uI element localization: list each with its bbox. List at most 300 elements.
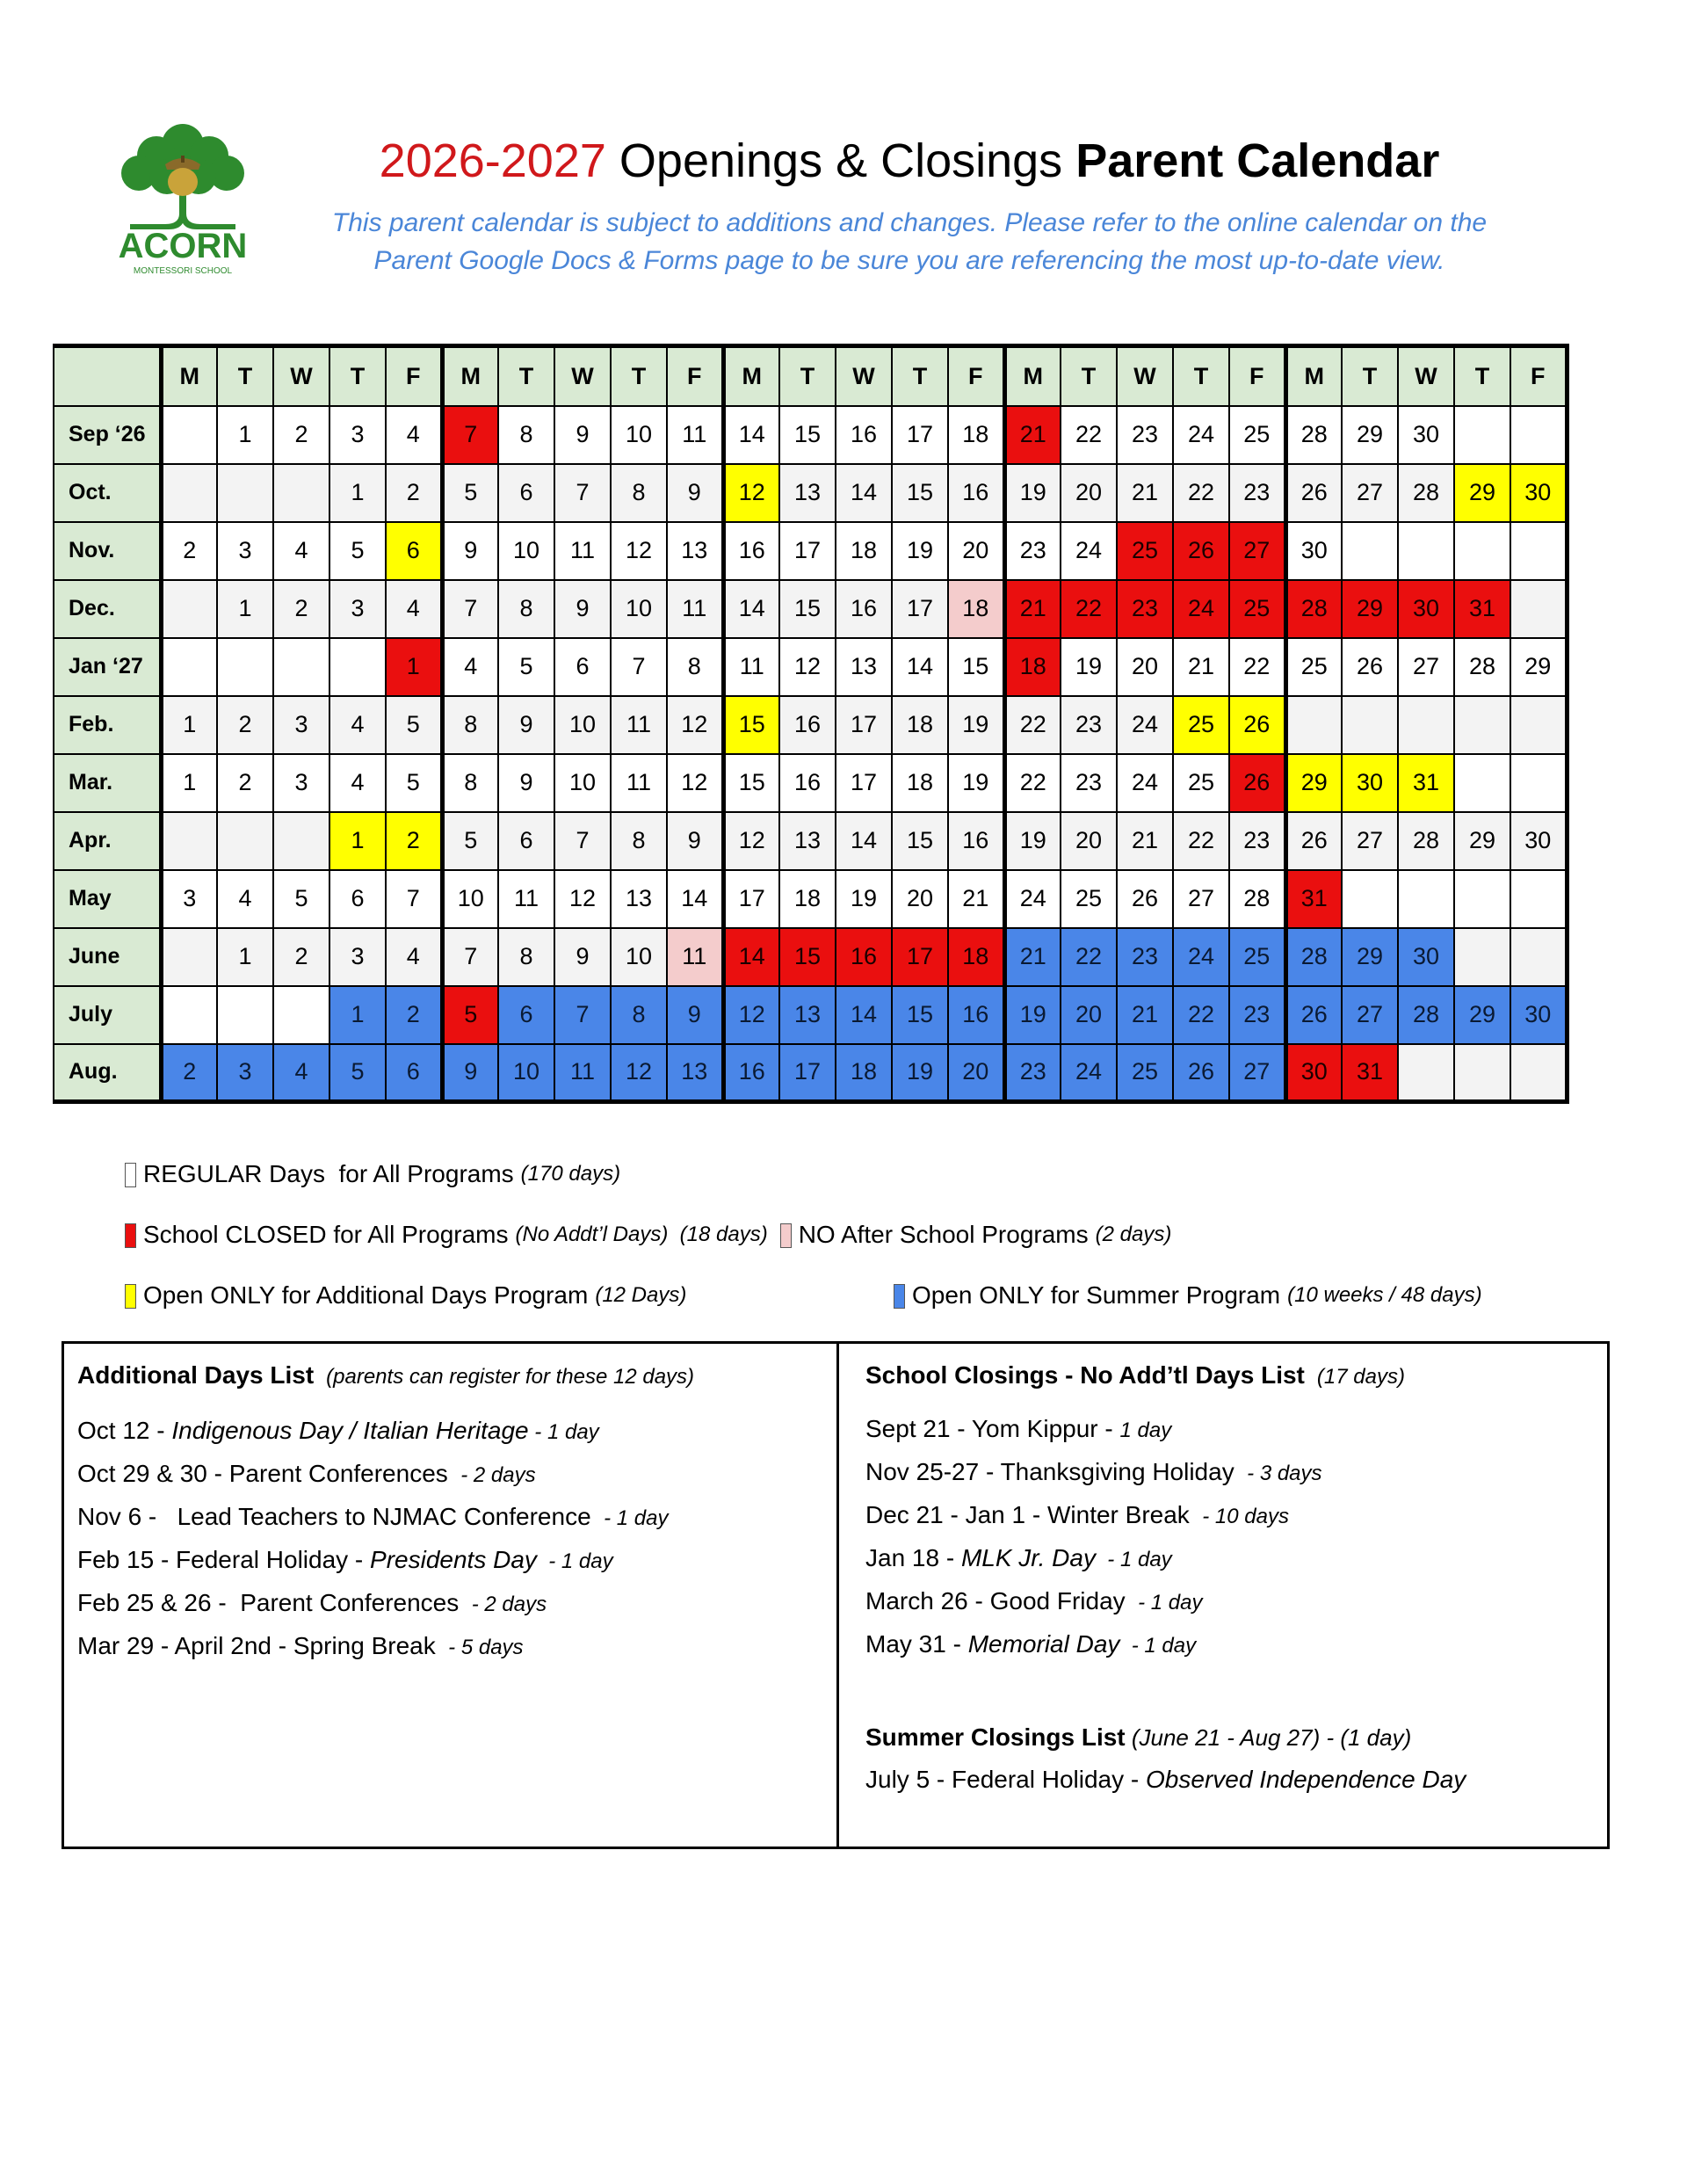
day-cell: 18 <box>836 522 892 580</box>
day-cell: 5 <box>442 812 498 870</box>
legend-closed <box>125 1221 1171 1249</box>
day-header: M <box>723 346 779 406</box>
list-item-emphasis: Indigenous Day / Italian Heritage <box>171 1417 529 1444</box>
day-cell: 19 <box>836 870 892 928</box>
day-cell <box>1454 1044 1510 1102</box>
day-cell: 8 <box>498 580 554 638</box>
list-item <box>865 1587 1203 1615</box>
day-cell: 3 <box>329 580 386 638</box>
day-cell <box>1454 696 1510 754</box>
summer-closings-title: Summer Closings List <box>865 1723 1126 1751</box>
list-item-text: May 31 - <box>865 1630 968 1658</box>
day-cell: 2 <box>273 928 329 986</box>
list-item-emphasis: MLK Jr. Day <box>960 1544 1096 1571</box>
day-cell: 30 <box>1510 812 1567 870</box>
legend-summer-note: (10 weeks / 48 days) <box>1287 1283 1482 1307</box>
day-cell: 22 <box>1004 754 1061 812</box>
day-header: T <box>779 346 836 406</box>
day-cell: 2 <box>386 986 442 1044</box>
day-cell: 28 <box>1285 580 1342 638</box>
day-cell: 10 <box>554 696 611 754</box>
day-cell <box>1510 580 1567 638</box>
day-cell: 18 <box>892 696 948 754</box>
day-cell: 30 <box>1510 986 1567 1044</box>
calendar-row <box>54 464 1567 522</box>
day-header: M <box>161 346 217 406</box>
day-cell: 31 <box>1285 870 1342 928</box>
day-cell: 29 <box>1342 580 1398 638</box>
day-cell: 24 <box>1173 928 1229 986</box>
calendar-row <box>54 928 1567 986</box>
day-cell: 23 <box>1061 754 1117 812</box>
day-cell: 15 <box>779 580 836 638</box>
day-header: T <box>892 346 948 406</box>
day-cell <box>1398 1044 1454 1102</box>
day-cell: 13 <box>667 1044 723 1102</box>
day-cell: 15 <box>892 464 948 522</box>
day-cell: 26 <box>1173 522 1229 580</box>
list-item-duration: - 2 days <box>454 1463 536 1487</box>
day-header: T <box>498 346 554 406</box>
calendar-row <box>54 812 1567 870</box>
day-cell: 17 <box>779 522 836 580</box>
day-cell: 12 <box>723 464 779 522</box>
day-cell <box>1454 754 1510 812</box>
additional-list-title: Additional Days List <box>77 1361 315 1389</box>
day-cell: 17 <box>892 580 948 638</box>
calendar-row <box>54 406 1567 464</box>
day-cell: 6 <box>498 986 554 1044</box>
day-cell: 25 <box>1229 580 1285 638</box>
legend-additional-note: (12 Days) <box>595 1283 687 1307</box>
day-cell: 12 <box>723 986 779 1044</box>
day-cell <box>217 638 273 696</box>
legend-regular-note: (170 days) <box>520 1162 621 1186</box>
day-cell: 9 <box>442 1044 498 1102</box>
day-cell <box>1398 522 1454 580</box>
month-label: Mar. <box>54 754 161 812</box>
day-header: F <box>1510 346 1567 406</box>
month-label: Oct. <box>54 464 161 522</box>
day-cell: 26 <box>1117 870 1173 928</box>
day-cell: 12 <box>667 696 723 754</box>
list-item <box>77 1417 599 1445</box>
list-item-duration: 1 day <box>1119 1419 1172 1442</box>
calendar-corner <box>54 346 161 406</box>
day-cell: 28 <box>1285 406 1342 464</box>
day-cell: 4 <box>217 870 273 928</box>
day-cell: 14 <box>836 986 892 1044</box>
additional-list-note: (parents can register for these 12 days) <box>326 1365 695 1389</box>
day-cell: 11 <box>554 522 611 580</box>
subtitle-line-1: This parent calendar is subject to additions and changes. Please refer to the online calendar on the <box>331 208 1488 237</box>
day-cell: 6 <box>554 638 611 696</box>
day-cell: 9 <box>667 464 723 522</box>
day-cell: 11 <box>611 754 667 812</box>
day-cell: 27 <box>1342 464 1398 522</box>
day-cell: 5 <box>386 696 442 754</box>
day-cell: 1 <box>217 928 273 986</box>
day-cell: 18 <box>948 580 1004 638</box>
day-cell: 26 <box>1342 638 1398 696</box>
list-item <box>77 1589 547 1617</box>
day-cell: 29 <box>1454 464 1510 522</box>
day-cell: 5 <box>442 986 498 1044</box>
calendar-row <box>54 696 1567 754</box>
day-cell: 31 <box>1398 754 1454 812</box>
day-cell: 19 <box>892 522 948 580</box>
day-cell: 3 <box>329 928 386 986</box>
day-cell: 23 <box>1229 986 1285 1044</box>
legend-regular-label: REGULAR Days for All Programs <box>143 1160 514 1187</box>
day-cell: 28 <box>1454 638 1510 696</box>
day-cell <box>1510 696 1567 754</box>
list-item <box>865 1630 1196 1658</box>
day-cell <box>161 986 217 1044</box>
day-header: F <box>1229 346 1285 406</box>
month-label: Dec. <box>54 580 161 638</box>
day-cell: 7 <box>442 406 498 464</box>
day-cell: 4 <box>273 522 329 580</box>
day-cell: 15 <box>779 406 836 464</box>
day-cell: 27 <box>1229 522 1285 580</box>
day-cell: 13 <box>836 638 892 696</box>
day-cell: 12 <box>611 522 667 580</box>
calendar-row <box>54 870 1567 928</box>
day-cell: 25 <box>1229 406 1285 464</box>
day-cell: 3 <box>217 1044 273 1102</box>
day-cell: 16 <box>779 754 836 812</box>
day-cell: 7 <box>611 638 667 696</box>
day-cell: 6 <box>498 812 554 870</box>
day-cell: 15 <box>723 754 779 812</box>
day-cell: 23 <box>1117 928 1173 986</box>
day-cell: 21 <box>1117 464 1173 522</box>
day-cell: 11 <box>667 928 723 986</box>
list-item-text: Oct 12 - <box>77 1417 172 1444</box>
day-cell <box>1342 522 1398 580</box>
list-item-duration: - 1 day <box>1095 1548 1172 1571</box>
day-cell: 1 <box>161 696 217 754</box>
day-cell: 29 <box>1342 928 1398 986</box>
day-cell: 16 <box>836 928 892 986</box>
legend-noafter-note: (2 days) <box>1095 1223 1172 1246</box>
day-header: M <box>442 346 498 406</box>
list-item-duration: - 5 days <box>442 1636 524 1659</box>
day-cell: 27 <box>1342 986 1398 1044</box>
calendar-grid <box>53 344 1569 1104</box>
day-cell: 11 <box>667 406 723 464</box>
month-label: Feb. <box>54 696 161 754</box>
day-cell: 21 <box>948 870 1004 928</box>
day-cell: 16 <box>836 580 892 638</box>
day-cell: 21 <box>1004 406 1061 464</box>
day-cell: 22 <box>1173 812 1229 870</box>
title-middle: Openings & Closings <box>605 134 1076 187</box>
day-cell: 8 <box>611 464 667 522</box>
day-cell: 25 <box>1229 928 1285 986</box>
day-cell: 13 <box>779 986 836 1044</box>
subtitle-line-2: Parent Google Docs & Forms page to be sure you are referencing the most up-to-date view. <box>373 246 1445 275</box>
day-cell: 3 <box>217 522 273 580</box>
day-cell: 14 <box>723 580 779 638</box>
day-cell: 4 <box>386 406 442 464</box>
day-header: M <box>1004 346 1061 406</box>
lists-box <box>62 1341 1610 1849</box>
day-cell: 7 <box>442 580 498 638</box>
day-cell: 14 <box>723 406 779 464</box>
day-cell: 28 <box>1398 812 1454 870</box>
day-cell: 24 <box>1117 696 1173 754</box>
title-bold: Parent Calendar <box>1075 134 1440 187</box>
additional-list-heading <box>77 1361 694 1389</box>
day-header: W <box>1117 346 1173 406</box>
day-cell: 2 <box>386 464 442 522</box>
legend-swatch-noafter <box>780 1223 792 1248</box>
day-cell: 26 <box>1229 754 1285 812</box>
day-cell: 5 <box>273 870 329 928</box>
list-item-emphasis: Observed Independence Day <box>1146 1766 1466 1793</box>
day-cell: 23 <box>1004 1044 1061 1102</box>
list-item-emphasis: Presidents Day <box>370 1546 537 1573</box>
title-year: 2026-2027 <box>379 134 606 187</box>
day-cell <box>161 580 217 638</box>
day-cell: 19 <box>1004 986 1061 1044</box>
day-cell: 9 <box>554 580 611 638</box>
list-item-duration: - 1 day <box>1119 1634 1197 1658</box>
day-cell: 28 <box>1398 986 1454 1044</box>
day-cell <box>273 986 329 1044</box>
day-cell: 12 <box>723 812 779 870</box>
day-cell: 15 <box>948 638 1004 696</box>
day-cell: 6 <box>386 522 442 580</box>
month-label: Nov. <box>54 522 161 580</box>
day-cell: 9 <box>498 696 554 754</box>
day-cell <box>1454 406 1510 464</box>
day-cell: 24 <box>1061 522 1117 580</box>
legend-regular <box>125 1160 620 1188</box>
list-item <box>77 1503 668 1531</box>
day-cell: 28 <box>1229 870 1285 928</box>
day-cell: 10 <box>611 928 667 986</box>
list-item-text: Nov 25-27 - Thanksgiving Holiday <box>865 1458 1242 1485</box>
legend-summer-label: Open ONLY for Summer Program <box>912 1281 1281 1309</box>
closings-list-heading <box>865 1361 1405 1389</box>
day-cell: 16 <box>779 696 836 754</box>
legend-closed-label: School CLOSED for All Programs <box>143 1221 509 1248</box>
day-cell: 1 <box>329 812 386 870</box>
day-cell: 18 <box>779 870 836 928</box>
day-cell: 17 <box>836 754 892 812</box>
day-cell: 16 <box>723 1044 779 1102</box>
day-cell: 23 <box>1004 522 1061 580</box>
legend-additional-label: Open ONLY for Additional Days Program <box>143 1281 589 1309</box>
day-cell: 11 <box>611 696 667 754</box>
day-header: W <box>554 346 611 406</box>
day-cell: 8 <box>611 812 667 870</box>
day-cell: 24 <box>1173 406 1229 464</box>
day-cell: 29 <box>1454 986 1510 1044</box>
list-item-text: Sept 21 - Yom Kippur - <box>865 1415 1120 1442</box>
day-cell <box>217 464 273 522</box>
day-cell <box>1398 870 1454 928</box>
day-cell: 23 <box>1229 812 1285 870</box>
day-cell: 27 <box>1342 812 1398 870</box>
day-cell <box>1510 406 1567 464</box>
day-cell: 16 <box>948 986 1004 1044</box>
day-cell <box>1510 522 1567 580</box>
day-cell: 17 <box>779 1044 836 1102</box>
day-cell: 20 <box>1117 638 1173 696</box>
day-cell: 3 <box>329 406 386 464</box>
day-cell: 14 <box>892 638 948 696</box>
day-cell <box>1510 928 1567 986</box>
list-item-duration: - 10 days <box>1196 1505 1289 1528</box>
day-cell: 1 <box>217 406 273 464</box>
day-cell: 28 <box>1285 928 1342 986</box>
day-cell: 18 <box>948 406 1004 464</box>
day-cell: 26 <box>1173 1044 1229 1102</box>
day-cell: 2 <box>217 754 273 812</box>
day-cell: 12 <box>611 1044 667 1102</box>
day-cell: 19 <box>1004 812 1061 870</box>
day-cell <box>273 812 329 870</box>
day-cell <box>161 812 217 870</box>
list-item-text: Mar 29 - April 2nd - Spring Break <box>77 1632 443 1659</box>
page-title <box>290 132 1529 190</box>
list-item <box>77 1546 613 1574</box>
day-cell: 21 <box>1117 986 1173 1044</box>
day-cell: 29 <box>1454 812 1510 870</box>
list-item-duration: - 1 day <box>1132 1591 1203 1614</box>
day-cell: 2 <box>217 696 273 754</box>
day-cell <box>273 464 329 522</box>
day-cell: 25 <box>1173 754 1229 812</box>
calendar-row <box>54 638 1567 696</box>
month-label: Aug. <box>54 1044 161 1102</box>
day-cell: 14 <box>836 464 892 522</box>
closings-list-note: (17 days) <box>1316 1365 1405 1389</box>
day-cell: 9 <box>554 406 611 464</box>
day-header: F <box>667 346 723 406</box>
day-cell: 11 <box>498 870 554 928</box>
day-cell <box>1510 754 1567 812</box>
day-cell: 10 <box>611 406 667 464</box>
day-cell <box>1285 696 1342 754</box>
calendar-row <box>54 1044 1567 1102</box>
day-header: T <box>329 346 386 406</box>
list-item-duration: - 3 days <box>1241 1462 1322 1485</box>
day-cell: 4 <box>386 580 442 638</box>
day-cell: 15 <box>779 928 836 986</box>
day-header: T <box>1061 346 1117 406</box>
list-item-text: Feb 25 & 26 - Parent Conferences <box>77 1589 467 1616</box>
day-cell: 30 <box>1285 522 1342 580</box>
day-cell: 1 <box>329 464 386 522</box>
month-label: July <box>54 986 161 1044</box>
legend-noafter-label: NO After School Programs <box>798 1221 1089 1248</box>
day-cell: 18 <box>1004 638 1061 696</box>
day-cell: 21 <box>1173 638 1229 696</box>
day-cell: 27 <box>1173 870 1229 928</box>
day-header: W <box>273 346 329 406</box>
day-cell: 11 <box>723 638 779 696</box>
list-item-emphasis: Memorial Day <box>967 1630 1120 1658</box>
day-cell: 2 <box>273 406 329 464</box>
day-cell: 17 <box>723 870 779 928</box>
day-cell: 19 <box>948 696 1004 754</box>
day-cell: 15 <box>723 696 779 754</box>
list-item-text: March 26 - Good Friday <box>865 1587 1133 1614</box>
day-cell: 20 <box>948 522 1004 580</box>
day-cell: 10 <box>442 870 498 928</box>
day-cell: 30 <box>1398 928 1454 986</box>
list-item-text: Dec 21 - Jan 1 - Winter Break <box>865 1501 1197 1528</box>
day-cell <box>273 638 329 696</box>
list-item-text: Oct 29 & 30 - Parent Conferences <box>77 1460 455 1487</box>
day-cell <box>329 638 386 696</box>
day-cell: 7 <box>442 928 498 986</box>
day-header: M <box>1285 346 1342 406</box>
month-label: Sep ‘26 <box>54 406 161 464</box>
calendar-row <box>54 986 1567 1044</box>
day-cell: 26 <box>1285 986 1342 1044</box>
day-cell <box>161 406 217 464</box>
day-cell <box>1342 696 1398 754</box>
day-cell: 30 <box>1285 1044 1342 1102</box>
day-cell: 29 <box>1342 406 1398 464</box>
day-cell: 15 <box>892 986 948 1044</box>
day-cell: 7 <box>386 870 442 928</box>
day-cell: 5 <box>329 522 386 580</box>
day-cell: 4 <box>329 754 386 812</box>
day-cell <box>1510 870 1567 928</box>
day-cell: 11 <box>667 580 723 638</box>
day-cell: 6 <box>329 870 386 928</box>
legend-swatch-summer <box>894 1284 905 1309</box>
day-cell: 19 <box>948 754 1004 812</box>
day-header: T <box>1454 346 1510 406</box>
day-cell: 9 <box>554 928 611 986</box>
day-cell: 16 <box>836 406 892 464</box>
day-cell: 25 <box>1117 1044 1173 1102</box>
day-cell: 20 <box>948 1044 1004 1102</box>
day-cell: 9 <box>667 812 723 870</box>
list-item <box>77 1632 524 1660</box>
day-cell: 1 <box>161 754 217 812</box>
day-cell <box>217 986 273 1044</box>
month-label: Apr. <box>54 812 161 870</box>
day-cell: 3 <box>273 754 329 812</box>
day-header: T <box>1173 346 1229 406</box>
day-cell <box>1510 1044 1567 1102</box>
day-cell: 23 <box>1117 580 1173 638</box>
day-cell <box>217 812 273 870</box>
day-cell: 18 <box>948 928 1004 986</box>
day-cell: 20 <box>892 870 948 928</box>
day-cell: 10 <box>611 580 667 638</box>
day-cell: 10 <box>554 754 611 812</box>
day-cell: 22 <box>1061 580 1117 638</box>
list-item <box>865 1544 1172 1572</box>
day-cell: 30 <box>1510 464 1567 522</box>
day-cell: 3 <box>161 870 217 928</box>
day-cell <box>1454 522 1510 580</box>
day-header: W <box>1398 346 1454 406</box>
day-cell: 4 <box>273 1044 329 1102</box>
day-cell: 13 <box>779 812 836 870</box>
day-cell: 13 <box>779 464 836 522</box>
